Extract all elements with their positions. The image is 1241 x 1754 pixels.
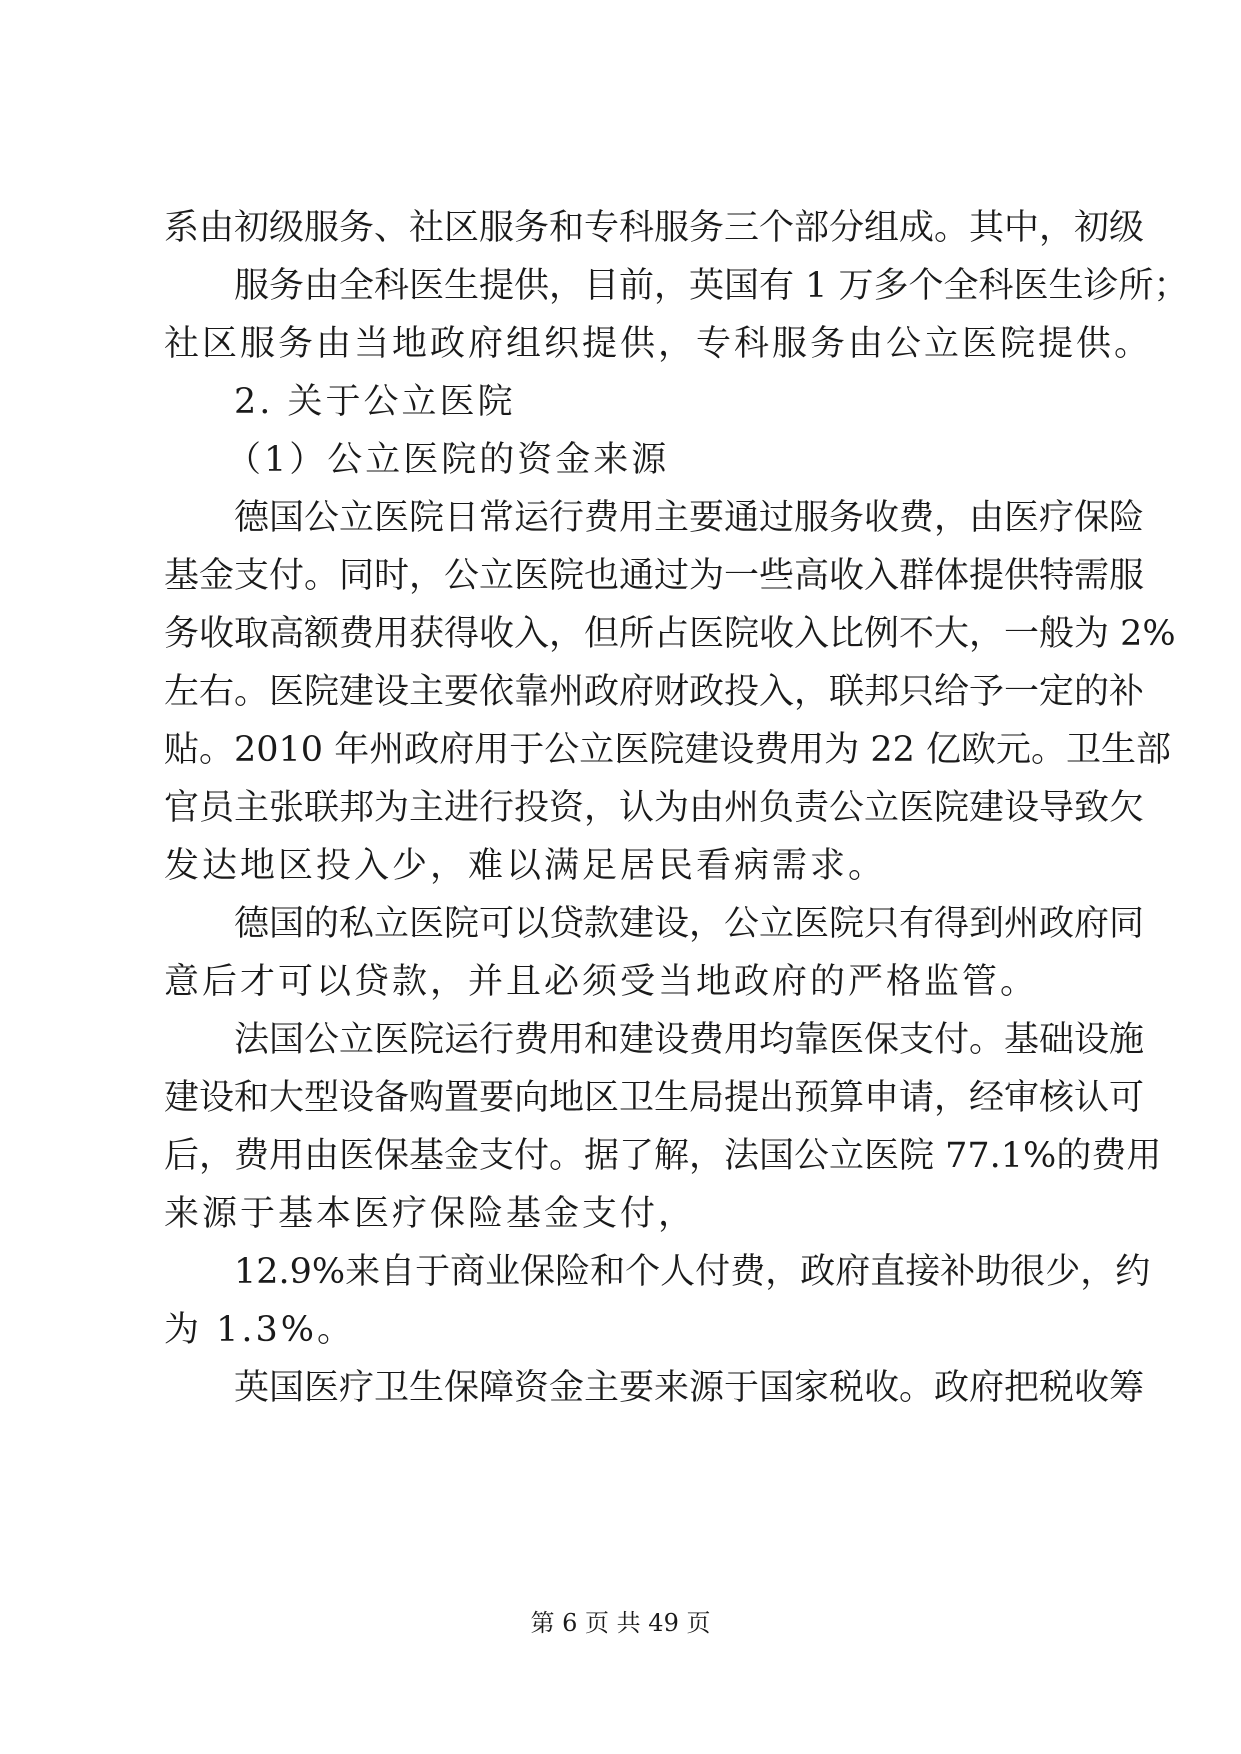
text-line: 后，费用由医保基金支付。据了解，法国公立医院 77.1%的费用 [164,1136,1162,1176]
text-line: 官员主张联邦为主进行投资，认为由州负责公立医院建设导致欠 [164,788,1145,828]
text-line: 英国医疗卫生保障资金主要来源于国家税收。政府把税收筹 [234,1368,1145,1408]
text-line: 服务由全科医生提供，目前，英国有 1 万多个全科医生诊所； [234,266,1189,306]
text-line: 贴。2010 年州政府用于公立医院建设费用为 22 亿欧元。卫生部 [164,730,1171,770]
subsection-heading: （1）公立医院的资金来源 [226,440,670,480]
text-line: 德国公立医院日常运行费用主要通过服务收费，由医疗保险 [234,498,1145,538]
text-line: 社区服务由当地政府组织提供，专科服务由公立医院提供。 [164,324,1153,364]
text-line: 左右。医院建设主要依靠州政府财政投入，联邦只给予一定的补 [164,672,1145,712]
text-line: 意后才可以贷款，并且必须受当地政府的严格监管。 [164,962,1039,1002]
text-line: 法国公立医院运行费用和建设费用均靠医保支付。基础设施 [234,1020,1145,1060]
text-line: 建设和大型设备购置要向地区卫生局提出预算申请，经审核认可 [164,1078,1145,1118]
text-line: 12.9%来自于商业保险和个人付费，政府直接补助很少，约 [234,1252,1151,1292]
section-heading: 2. 关于公立医院 [234,382,516,422]
text-line: 基金支付。同时，公立医院也通过为一些高收入群体提供特需服 [164,556,1145,596]
text-line: 发达地区投入少，难以满足居民看病需求。 [164,846,887,886]
text-line: 为 1.3%。 [164,1310,356,1350]
text-line: 德国的私立医院可以贷款建设，公立医院只有得到州政府同 [234,904,1145,944]
text-line: 来源于基本医疗保险基金支付， [164,1194,697,1234]
text-line: 系由初级服务、社区服务和专科服务三个部分组成。其中，初级 [164,208,1145,248]
text-line: 务收取高额费用获得收入，但所占医院收入比例不大，一般为 2% [164,614,1176,654]
page-number-footer: 第 6 页 共 49 页 [530,1609,711,1637]
